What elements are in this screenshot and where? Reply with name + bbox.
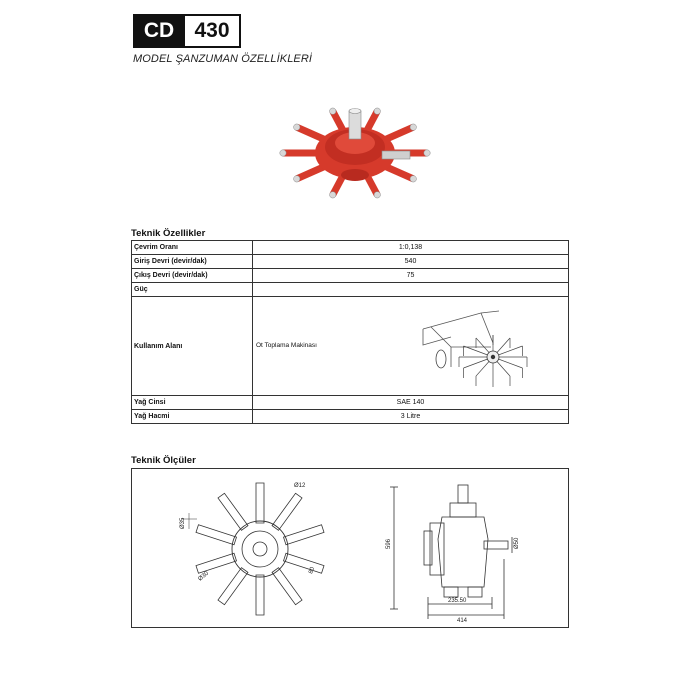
table-row xyxy=(132,269,569,283)
dim-label-235: 235.50 xyxy=(448,598,467,604)
spec-value: 540 xyxy=(253,255,569,269)
dimensions-title: Teknik Ölçüler xyxy=(131,455,196,466)
table-row xyxy=(132,297,569,396)
spec-label: Giriş Devri (devir/dak) xyxy=(132,255,253,269)
dim-label-d50: Ø50 xyxy=(514,537,520,549)
spec-value xyxy=(253,283,569,297)
table-row xyxy=(132,241,569,255)
specs-table xyxy=(131,240,569,424)
spec-value: SAE 140 xyxy=(253,396,569,410)
specs-title: Teknik Özellikler xyxy=(131,228,206,239)
dim-label-d35: Ø35 xyxy=(180,517,186,529)
page-subtitle: MODEL ŞANZUMAN ÖZELLİKLERİ xyxy=(133,53,313,65)
spec-value: 3 Litre xyxy=(253,410,569,424)
model-code: CD xyxy=(133,14,185,48)
spec-value: 1:0,138 xyxy=(253,241,569,255)
spec-label: Yağ Cinsi xyxy=(132,396,253,410)
table-row xyxy=(132,410,569,424)
usage-cell xyxy=(253,297,569,396)
table-row xyxy=(132,396,569,410)
spec-label: Çıkış Devri (devir/dak) xyxy=(132,269,253,283)
dim-label-d30: Ø30 xyxy=(197,570,210,583)
table-row xyxy=(132,283,569,297)
spec-label: Kullanım Alanı xyxy=(132,297,253,396)
model-header xyxy=(133,14,241,48)
dim-label-d12: Ø12 xyxy=(294,483,306,489)
spec-value: Ot Toplama Makinası xyxy=(256,342,317,349)
model-number: 430 xyxy=(185,14,241,48)
hay-rake-image xyxy=(421,307,556,387)
top-view-drawing xyxy=(180,483,324,615)
dim-label-80: 80 xyxy=(308,566,317,575)
dimensions-drawing xyxy=(131,468,569,628)
spec-label: Güç xyxy=(132,283,253,297)
dim-label-414: 414 xyxy=(457,618,468,624)
spec-label: Yağ Hacmi xyxy=(132,410,253,424)
spec-value: 75 xyxy=(253,269,569,283)
gearbox-image xyxy=(270,95,440,205)
dim-label-596: 596 xyxy=(386,538,392,549)
spec-label: Çevrim Oranı xyxy=(132,241,253,255)
table-row xyxy=(132,255,569,269)
